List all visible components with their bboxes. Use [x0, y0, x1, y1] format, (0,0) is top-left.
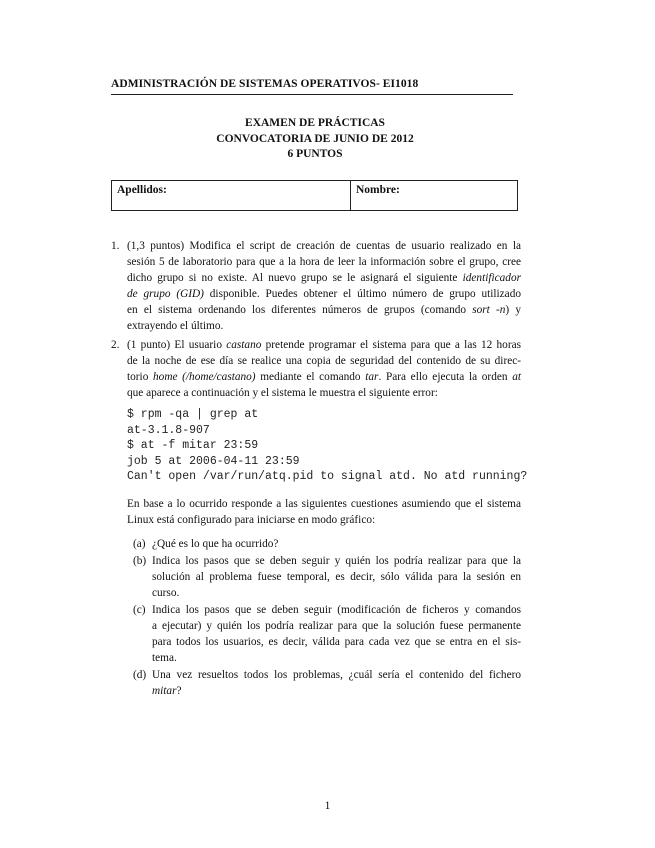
student-name-box	[111, 180, 518, 211]
subquestion-a	[133, 536, 521, 552]
subquestion-line: Indica los pasos que se deben seguir (modificación de ficheros y comandos	[152, 604, 521, 616]
apellidos-field[interactable]: Apellidos:	[112, 181, 351, 210]
subquestion-line: mitar?	[152, 685, 182, 697]
code-line: Can't open /var/run/atq.pid to signal atd. No atd running?	[127, 470, 528, 484]
subquestion-line: tema.	[152, 652, 177, 664]
subquestion-label: (a)	[133, 538, 146, 550]
question-2	[111, 337, 521, 401]
subquestion-line: para todos los usuarios, es decir, válida para cada vez que se entra en el sis-	[152, 636, 521, 648]
exam-titles	[111, 116, 519, 163]
nombre-field[interactable]: Nombre:	[356, 184, 400, 196]
terminal-output	[127, 407, 527, 485]
question-2-number: 2.	[111, 339, 120, 351]
exam-call: CONVOCATORIA DE JUNIO DE 2012	[216, 132, 414, 145]
question-2-line: torio home (/home/castano) mediante el comando tar. Para ello ejecuta la orden at	[127, 371, 521, 383]
subquestion-line: a ejecutar) y quién los podría realizar para que la solución fuese permanente	[152, 620, 521, 632]
subquestion-line: Indica los pasos que se deben seguir y quién los podría realizar para que la	[152, 555, 521, 567]
code-line: at-3.1.8-907	[127, 423, 210, 437]
subquestion-label: (c)	[133, 604, 146, 616]
intro-line: Linux está configurado para iniciarse en modo gráfico:	[127, 514, 376, 526]
question-1-line: en el sistema ordenando los diferentes números de grupos (comando sort -n) y	[127, 304, 521, 316]
subquestion-label: (b)	[133, 555, 147, 567]
question-2-line: (1 punto) El usuario castano pretende programar el sistema para que a las 12 horas	[127, 339, 522, 351]
question-1-line: dicho grupo si no existe. Al nuevo grupo se le asignará el siguiente identificador	[127, 272, 521, 284]
intro-line: En base a lo ocurrido responde a las siguientes cuestiones asumiendo que el sistema	[127, 498, 521, 510]
subquestion-label: (d)	[133, 669, 147, 681]
exam-title: EXAMEN DE PRÁCTICAS	[245, 117, 385, 129]
code-line: job 5 at 2006-04-11 23:59	[127, 454, 300, 468]
question-2-line: que aparece a continuación y el sistema le muestra el siguiente error:	[127, 387, 438, 399]
page-number: 1	[324, 800, 331, 812]
code-line: $ at -f mitar 23:59	[127, 439, 259, 453]
subquestion-line: curso.	[152, 587, 180, 599]
course-header: ADMINISTRACIÓN DE SISTEMAS OPERATIVOS- EI1018	[111, 78, 513, 95]
code-line: $ rpm -qa | grep at	[127, 408, 259, 421]
question-1-number: 1.	[111, 240, 120, 252]
question-1-line: (1,3 puntos) Modifica el script de creación de cuentas de usuario realizado en la	[127, 240, 521, 252]
subquestion-line: solución al problema fuese temporal, es decir, sólo válida para la sesión en	[152, 571, 521, 583]
question-2-line: de la noche de ese día se realice una copia de seguridad del contenido de su direc-	[127, 355, 521, 367]
subquestion-d	[133, 667, 521, 699]
subquestion-line: Una vez resueltos todos los problemas, ¿cuál sería el contenido del fichero	[152, 669, 521, 681]
question-1	[111, 238, 521, 334]
question-1-line: extrayendo el último.	[127, 320, 224, 332]
question-1-line: de grupo (GID) disponible. Puedes obtener el último número de grupo utilizado	[127, 288, 521, 300]
subquestion-c	[133, 602, 521, 666]
exam-points: 6 PUNTOS	[287, 148, 343, 160]
subquestion-b	[133, 553, 521, 601]
subquestion-line: ¿Qué es lo que ha ocurrido?	[152, 538, 279, 550]
question-2-intro	[127, 496, 521, 528]
question-1-line: sesión 5 de laboratorio para que a la hora de leer la información sobre el grupo, cree	[127, 256, 521, 268]
